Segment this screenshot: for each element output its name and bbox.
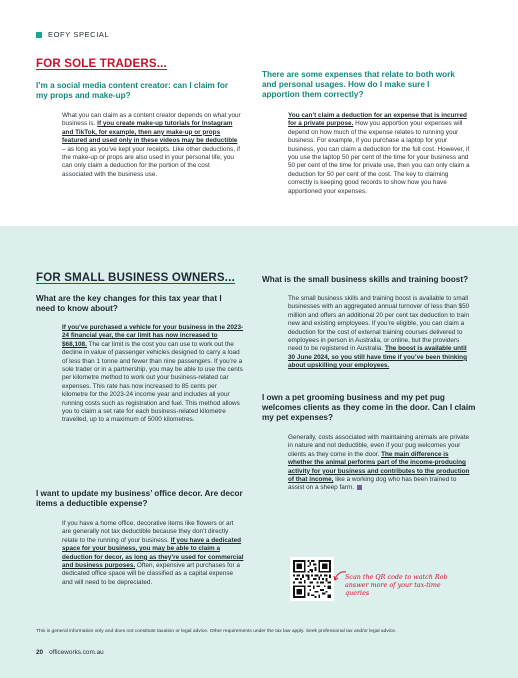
answer-highlight: You can’t claim a deduction for an expense that is incurred for a private purpose. xyxy=(288,112,467,128)
small-business-q1-answer xyxy=(62,324,244,425)
sole-traders-q2-answer xyxy=(288,112,470,196)
answer-highlight: If you have a dedicated space for your business, you may be able to claim a deduction for decor, as long as they’re used for commercial and business purposes. xyxy=(62,536,244,570)
answer-text: like a working dog who has been trained to assist on a sheep farm. xyxy=(288,476,457,492)
answer-text: How you apportion your expenses will depend on how much of the expense relates to running your business. For example, if you purchase a laptop for your business, you can claim a deduction for the full cost. However, if you use the laptop 50 per cent of the time for your business and 50 per cent of the time for private use, then you can only claim a deduction for 50 per cent of the cost. The key to claiming correctly is keeping good records to show how you have apportioned your expenses. xyxy=(288,120,470,195)
small-business-q2-question: I want to update my business’ office decor. Are decor items a deductible expense? xyxy=(36,489,243,508)
answer-text: Generally, costs associated with maintaining animals are private in nature and not deductible, even if your pug welcomes your clients as they come in the door. xyxy=(288,434,470,458)
small-business-q3-answer xyxy=(288,295,470,371)
page-footer xyxy=(36,649,104,656)
answer-highlight: If you create make-up tutorials for Instagram and TikTok, for example, then any make-up or props featured and used only in these videos may be deductible xyxy=(62,120,238,145)
tag-square-icon xyxy=(36,32,42,38)
answer-text: Often, expensive art purchases for a dedicated office space will be classified as a capital expense and will need to be depreciated. xyxy=(62,562,240,586)
small-business-heading-text: FOR SMALL BUSINESS OWNERS... xyxy=(36,272,235,284)
site-link[interactable]: officeworks.com.au xyxy=(49,649,104,656)
sole-traders-heading: FOR SOLE TRADERS... xyxy=(36,58,167,70)
section-tag-label: EOFY SPECIAL xyxy=(48,30,110,39)
sole-traders-q1-answer xyxy=(62,112,242,179)
sole-traders-q2-question: There are some expenses that relate to both work and personal usages. How do I make sure I apportion them correctly? xyxy=(262,70,455,99)
section-tag xyxy=(36,30,109,39)
small-business-q3-question: What is the small business skills and training boost? xyxy=(262,275,469,284)
disclaimer: This is general information only and does not constitute taxation or legal advice. Other requirements under the tax law apply. Seek professional tax and/or legal advice. xyxy=(36,629,397,634)
small-business-heading xyxy=(36,272,235,284)
small-business-q4-answer xyxy=(288,434,470,493)
qr-code[interactable] xyxy=(290,557,334,601)
qr-code-icon xyxy=(293,560,331,598)
small-business-q1-question: What are the key changes for this tax year that I need to know about? xyxy=(36,294,222,313)
page-number: 20 xyxy=(36,649,44,656)
answer-text: The car limit is the cost you can use to work out the decline in value of passenger vehicles designed to carry a load of less than 1 tonne and fewer than nine passengers. If you’re a sole trader or in a partnership, you may be able to use the cents per kilometre method to work out your business-related car expenses. This rate has now increased to 85 cents per kilometre for the 2023-24 income year and includes all your running costs such as registration and fuel. This method allows you to claim a set rate for each business-related kilometre travelled, up to a maximum of 5000 kilometres. xyxy=(62,340,243,424)
answer-text: What you can claim as a content creator depends on what your business is. xyxy=(62,112,241,128)
answer-text: The small business skills and training boost is available to small businesses with an aggregated annual turnover of less than $50 million and offers an additional 20 per cent tax deduction to train new and existing employees. If you’re eligible, you can claim a deduction for the cost of external training courses delivered to employees in person in Australia, or online, but the providers need to be registered in Australia. xyxy=(288,295,470,353)
qr-caption: Scan the QR code to watch Rob answer more of your tax-time queries xyxy=(345,573,448,598)
small-business-q2-answer xyxy=(62,520,244,587)
answer-text: – as long as you’ve kept your receipts. Like other deductions, if the make-up or props are also used in your personal life, you can only claim a deduction for the portion of the cost associated with the business use. xyxy=(62,145,240,178)
sole-traders-q1-question: I’m a social media content creator: can I claim for my props and make-up? xyxy=(36,81,229,100)
small-business-q4-question: I own a pet grooming business and my pet pug welcomes clients as they come in the door. Can I claim my pet expenses? xyxy=(262,393,476,422)
answer-highlight: If you’ve purchased a vehicle for your business in the 2023-24 financial year, the car limit has now increased to $68,108. xyxy=(62,324,244,348)
answer-text: If you have a home office, decorative items like flowers or art are generally not tax deductible because they don’t directly relate to the running of your business. xyxy=(62,520,234,544)
answer-highlight: The main difference is whether the animal performs part of the income-producing activity for your business and contributes to the production of that income, xyxy=(288,450,470,484)
answer-highlight: The boost is available until 30 June 2024, so you still have time if you’ve been thinking about upskilling your employees. xyxy=(288,345,467,370)
end-mark-icon xyxy=(357,485,362,490)
